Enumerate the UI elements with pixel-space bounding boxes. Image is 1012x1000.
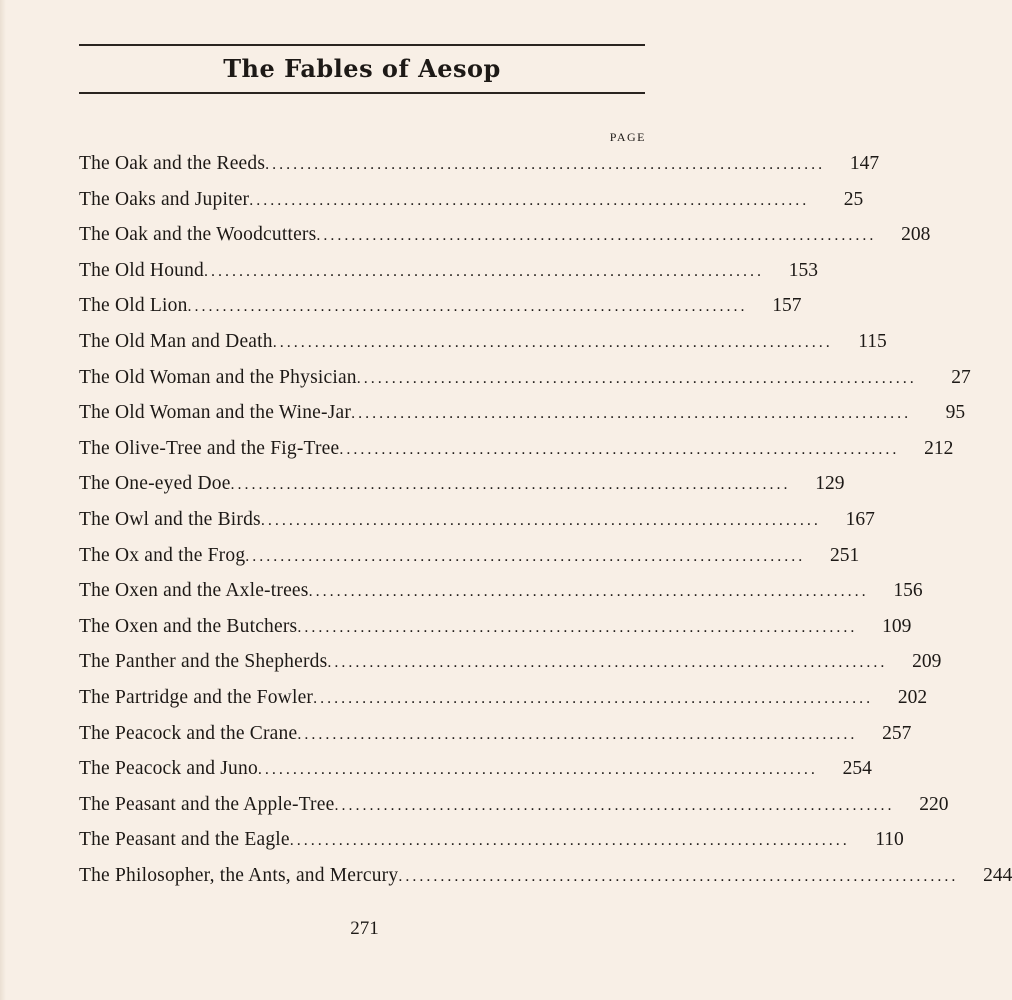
toc-entry bbox=[79, 751, 872, 787]
toc-entry-page: 25 bbox=[843, 188, 864, 210]
dot-leader: ................................................................................ bbox=[249, 191, 810, 209]
page-column-label: PAGE bbox=[609, 130, 646, 144]
toc-entry bbox=[79, 395, 966, 431]
toc-entry-title: The Peasant and the Apple-Tree bbox=[79, 793, 335, 815]
toc-entry-page: 115 bbox=[858, 330, 887, 352]
dot-leader: ................................................................................ bbox=[289, 832, 850, 850]
toc-entry-page: 251 bbox=[830, 544, 860, 566]
toc-entry bbox=[79, 680, 928, 716]
running-header-title: The Fables of Aesop bbox=[223, 54, 501, 83]
toc-entry bbox=[79, 538, 860, 574]
dot-leader: ................................................................................ bbox=[313, 689, 874, 707]
dot-leader: ................................................................................ bbox=[230, 476, 791, 494]
toc-entry-title: The Ox and the Frog bbox=[79, 544, 246, 566]
toc-entry-title: The Old Hound bbox=[79, 259, 204, 281]
header-rule-top bbox=[79, 44, 645, 46]
toc-entry-page: 27 bbox=[951, 366, 971, 388]
toc-entry-title: The Philosopher, the Ants, and Mercury bbox=[79, 864, 399, 886]
dot-leader: ................................................................................ bbox=[260, 511, 821, 529]
toc-entry bbox=[79, 466, 845, 502]
dot-leader: ................................................................................ bbox=[308, 583, 869, 601]
toc-entry-page: 156 bbox=[893, 580, 923, 602]
toc-entry-title: The Oxen and the Butchers bbox=[79, 615, 298, 637]
toc-entry bbox=[79, 360, 971, 396]
toc-entry-title: The Old Woman and the Physician bbox=[79, 366, 357, 388]
toc-entry-title: The Owl and the Birds bbox=[79, 508, 261, 530]
toc-entry bbox=[79, 644, 942, 680]
toc-entry-page: 257 bbox=[882, 722, 912, 744]
toc-entry-page: 208 bbox=[901, 224, 931, 246]
toc-entry-title: The Peacock and the Crane bbox=[79, 722, 298, 744]
toc-entry-page: 109 bbox=[882, 615, 912, 637]
dot-leader: ................................................................................ bbox=[272, 333, 833, 351]
dot-leader: ................................................................................ bbox=[334, 796, 895, 814]
toc-entry-title: The Olive-Tree and the Fig-Tree bbox=[79, 437, 340, 459]
toc-entry-title: The Partridge and the Fowler bbox=[79, 686, 314, 708]
toc-entry-page: 220 bbox=[919, 793, 949, 815]
toc-entry-title: The Oaks and Jupiter bbox=[79, 188, 250, 210]
toc-entry-title: The Old Man and Death bbox=[79, 330, 273, 352]
toc-entry bbox=[79, 253, 818, 289]
toc-entry-title: The Oxen and the Axle-trees bbox=[79, 580, 309, 602]
dot-leader: ................................................................................ bbox=[356, 369, 917, 387]
folio-page-number: 271 bbox=[350, 918, 379, 939]
toc-entry-title: The Old Woman and the Wine-Jar bbox=[79, 402, 352, 424]
dot-leader: ................................................................................ bbox=[204, 262, 764, 280]
dot-leader: ................................................................................ bbox=[339, 440, 900, 458]
toc-entry bbox=[79, 146, 880, 182]
toc-entry-page: 244 bbox=[983, 864, 1012, 886]
dot-leader: ................................................................................ bbox=[297, 618, 858, 636]
toc-entry-page: 129 bbox=[815, 473, 845, 495]
toc-entry-page: 167 bbox=[845, 508, 875, 530]
dot-leader: ................................................................................ bbox=[398, 867, 959, 885]
toc-entry bbox=[79, 858, 1012, 894]
toc-entry bbox=[79, 288, 802, 324]
toc-entry-title: The Panther and the Shepherds bbox=[79, 651, 328, 673]
dot-leader: ................................................................................ bbox=[257, 761, 818, 779]
toc-entry-page: 212 bbox=[924, 437, 954, 459]
toc-entry bbox=[79, 822, 904, 858]
toc-entry-page: 110 bbox=[875, 829, 904, 851]
toc-entry-page: 254 bbox=[842, 758, 872, 780]
toc-entry-title: The Old Lion bbox=[79, 295, 188, 317]
toc-entry bbox=[79, 217, 931, 253]
toc-entry-page: 95 bbox=[945, 402, 966, 424]
dot-leader: ................................................................................ bbox=[265, 156, 826, 173]
toc-entry-title: The Peasant and the Eagle bbox=[79, 829, 290, 851]
toc-entry bbox=[79, 182, 864, 218]
toc-entry bbox=[79, 716, 912, 752]
toc-entry-page: 147 bbox=[849, 153, 880, 174]
toc-entry bbox=[79, 609, 912, 645]
toc-entry bbox=[79, 502, 875, 538]
header-rule-bottom bbox=[79, 92, 645, 94]
toc-entry bbox=[79, 787, 949, 823]
toc-entry-title: The Oak and the Woodcutters bbox=[79, 224, 317, 246]
toc-entry-page: 202 bbox=[897, 686, 928, 708]
dot-leader: ................................................................................ bbox=[351, 405, 912, 423]
dot-leader: ................................................................................ bbox=[187, 298, 748, 316]
toc-entry-page: 157 bbox=[772, 295, 802, 317]
table-of-contents bbox=[79, 146, 1012, 893]
dot-leader: ................................................................................ bbox=[297, 725, 858, 743]
toc-entry-title: The Peacock and Juno bbox=[79, 758, 258, 780]
toc-entry-page: 209 bbox=[912, 651, 942, 673]
toc-entry-page: 153 bbox=[788, 259, 818, 281]
toc-entry bbox=[79, 573, 923, 609]
toc-entry-title: The One-eyed Doe bbox=[79, 473, 231, 495]
dot-leader: ................................................................................ bbox=[327, 654, 888, 672]
toc-entry bbox=[79, 431, 954, 467]
toc-entry-title: The Oak and the Reeds bbox=[79, 153, 266, 174]
dot-leader: ................................................................................ bbox=[245, 547, 806, 565]
toc-entry bbox=[79, 324, 887, 360]
page-edge-shadow bbox=[0, 0, 6, 1000]
dot-leader: ................................................................................ bbox=[316, 227, 877, 245]
